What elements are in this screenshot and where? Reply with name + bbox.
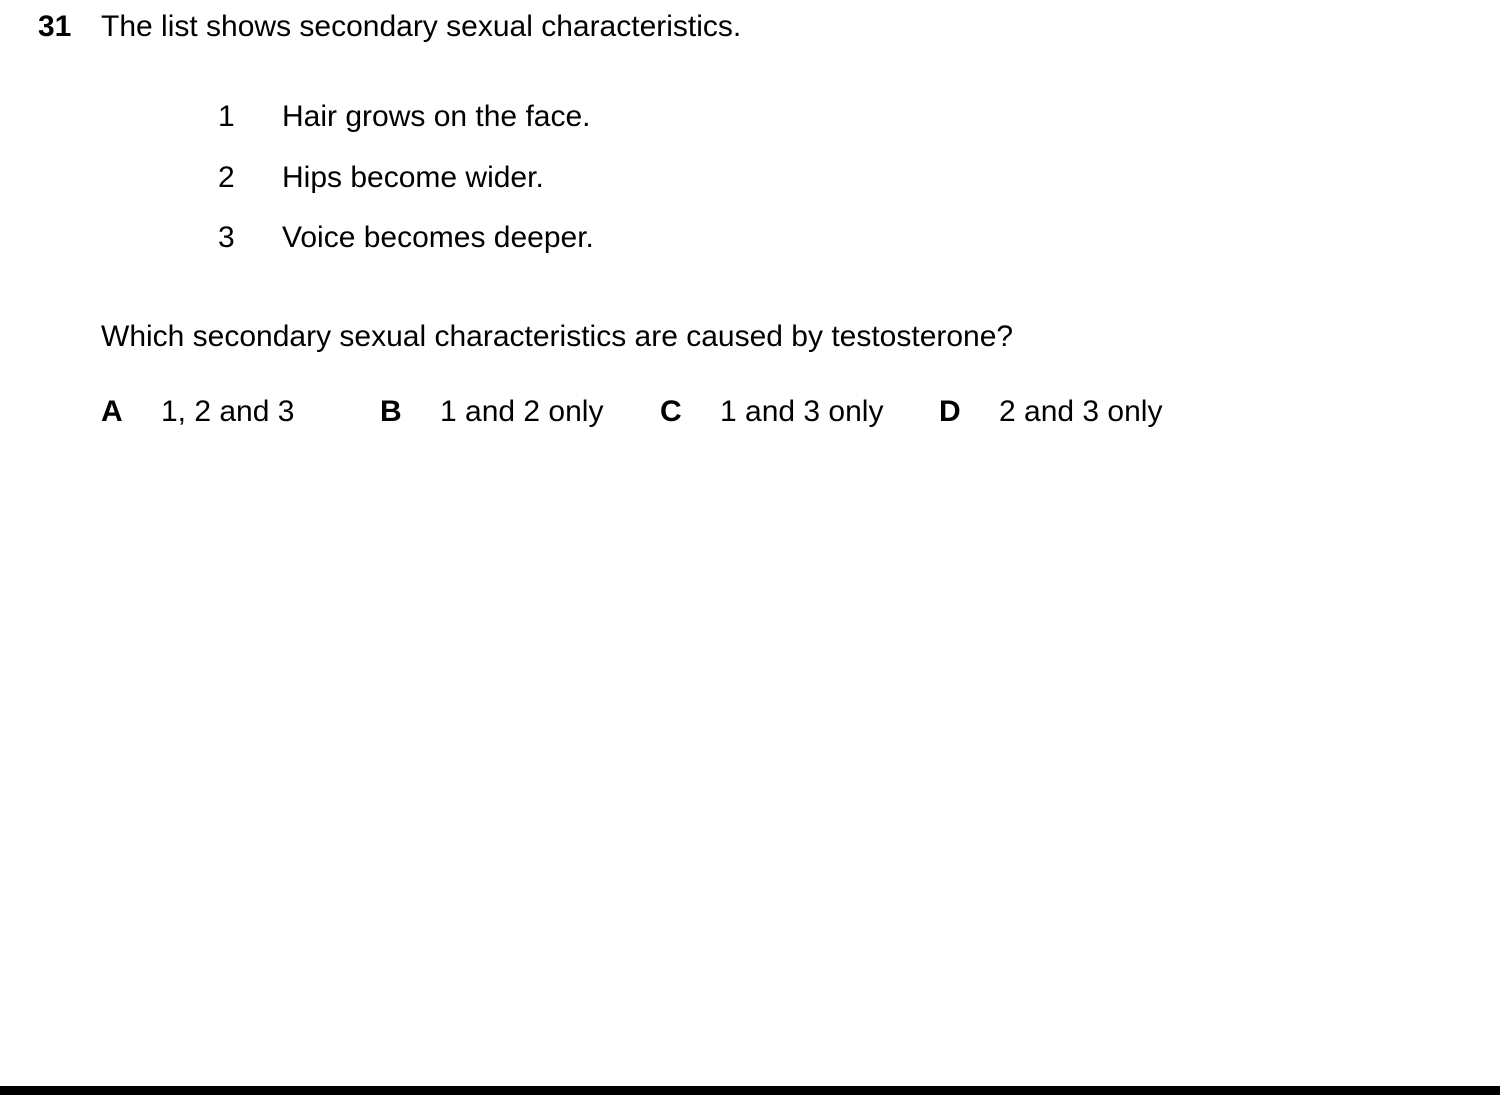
option-text: 1 and 2 only xyxy=(440,395,604,428)
option-text: 1 and 3 only xyxy=(720,395,884,428)
question-number: 31 xyxy=(38,10,72,43)
list-item-text: Hips become wider. xyxy=(282,161,544,194)
question-prompt: Which secondary sexual characteristics are caused by testosterone? xyxy=(101,320,1014,353)
option-text: 2 and 3 only xyxy=(999,395,1163,428)
list-item-number: 1 xyxy=(218,100,235,133)
option-text: 1, 2 and 3 xyxy=(161,395,295,428)
option-letter: B xyxy=(380,395,402,428)
footer-bar xyxy=(0,1086,1500,1095)
option-letter: C xyxy=(660,395,682,428)
question-stem: The list shows secondary sexual characteristics. xyxy=(101,10,742,43)
list-item-text: Hair grows on the face. xyxy=(282,100,591,133)
option-letter: A xyxy=(101,395,123,428)
list-item-text: Voice becomes deeper. xyxy=(282,221,594,254)
list-item-number: 3 xyxy=(218,221,235,254)
option-letter: D xyxy=(939,395,961,428)
list-item-number: 2 xyxy=(218,161,235,194)
